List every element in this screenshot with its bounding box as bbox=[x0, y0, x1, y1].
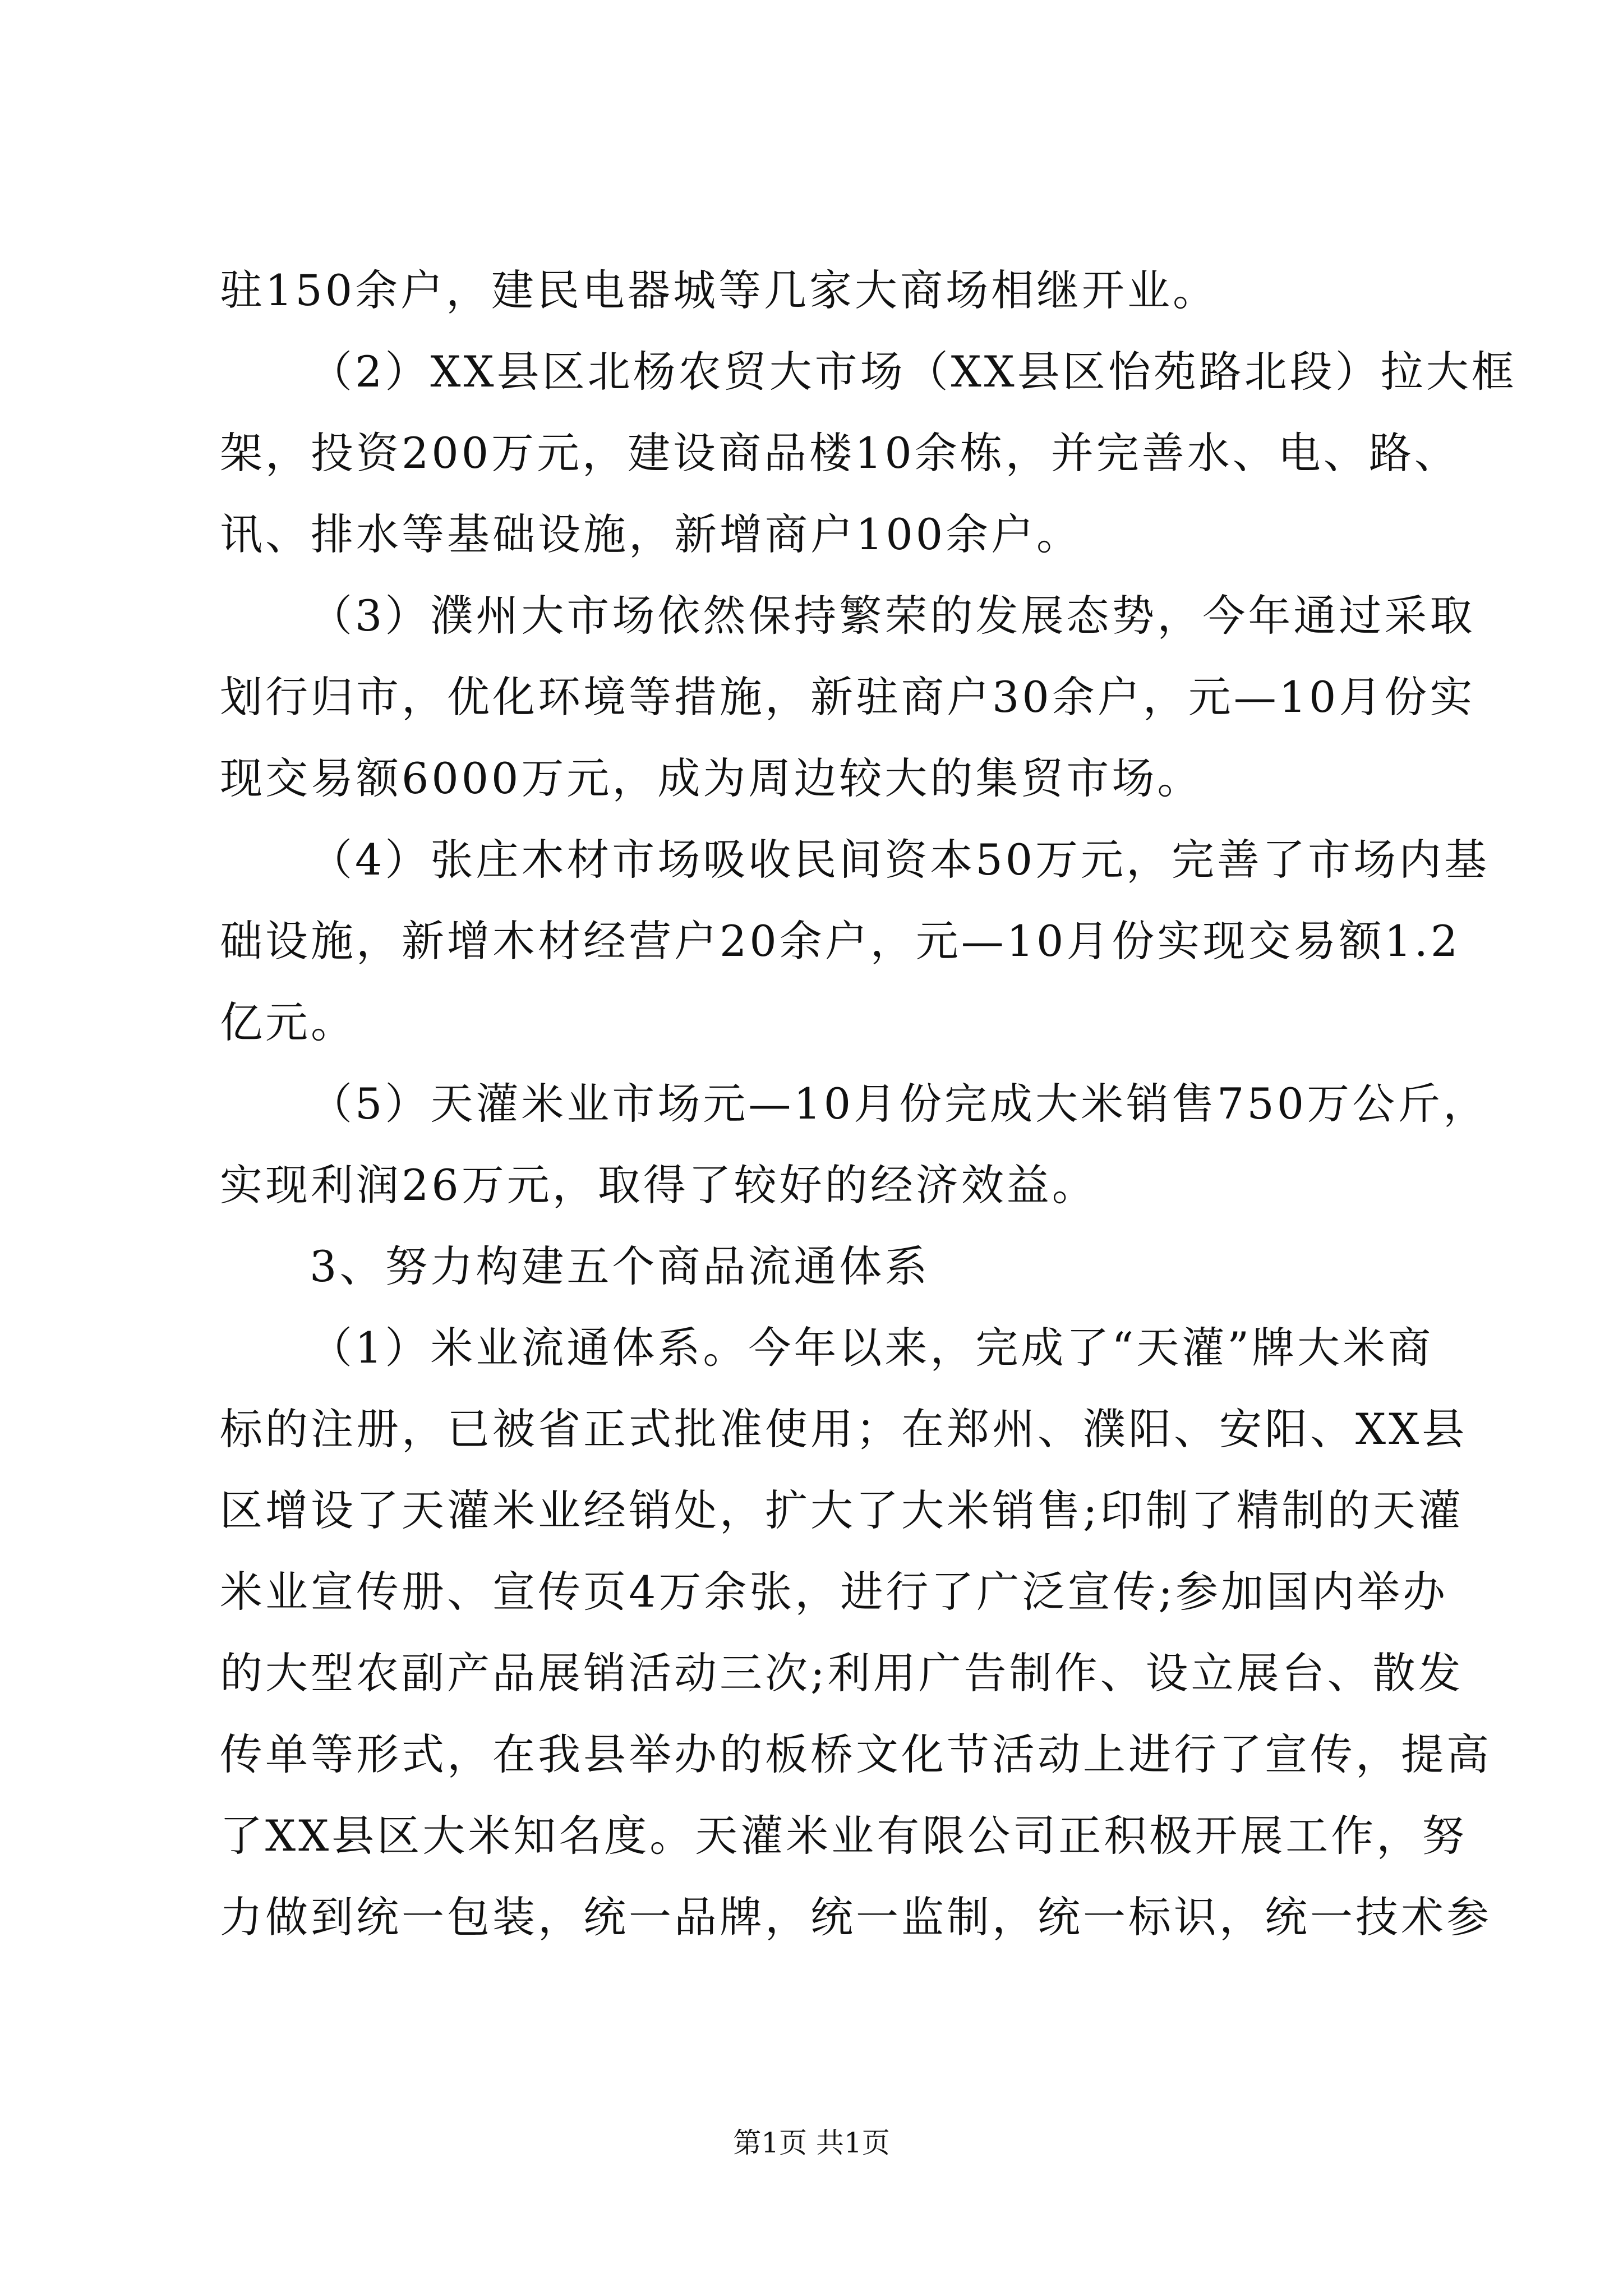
text-line: 传单等形式，在我县举办的板桥文化节活动上进行了宣传，提高 bbox=[220, 1729, 1492, 1779]
text-line: 现交易额6000万元，成为周边较大的集贸市场。 bbox=[220, 753, 1203, 803]
text-line: 实现利润26万元，取得了较好的经济效益。 bbox=[220, 1160, 1098, 1210]
text-line: （2）XX县区北杨农贸大市场（XX县区怡苑路北段）拉大框 bbox=[310, 347, 1517, 397]
text-line: （3）濮州大市场依然保持繁荣的发展态势，今年通过采取 bbox=[310, 591, 1476, 641]
document-body bbox=[220, 250, 1517, 1958]
text-line: 标的注册，已被省正式批准使用；在郑州、濮阳、安阳、XX县 bbox=[220, 1404, 1468, 1454]
text-line: 驻150余户，建民电器城等几家大商场相继开业。 bbox=[220, 265, 1219, 315]
page-footer: 第1页 共1页 bbox=[733, 2127, 890, 2159]
text-line: 亿元。 bbox=[220, 997, 356, 1047]
text-line: 的大型农副产品展销活动三次;利用广告制作、设立展台、散发 bbox=[220, 1648, 1464, 1698]
text-line: 区增设了天灌米业经销处，扩大了大米销售;印制了精制的天灌 bbox=[220, 1485, 1464, 1535]
text-line: 架，投资200万元，建设商品楼10余栋，并完善水、电、路、 bbox=[220, 428, 1460, 478]
text-line: 划行归市，优化环境等措施，新驻商户30余户，元—10月份实 bbox=[220, 672, 1476, 722]
text-line: （5）天灌米业市场元—10月份完成大米销售750万公斤， bbox=[310, 1079, 1489, 1129]
section-heading: 3、努力构建五个商品流通体系 bbox=[310, 1241, 930, 1291]
text-line: 力做到统一包装，统一品牌，统一监制，统一标识，统一技术参 bbox=[220, 1892, 1492, 1942]
text-line: 讯、排水等基础设施，新增商户100余户。 bbox=[220, 509, 1082, 559]
text-line: （4）张庄木材市场吸收民间资本50万元，完善了市场内基 bbox=[310, 835, 1490, 885]
text-line: 础设施，新增木材经营户20余户，元—10月份实现交易额1.2 bbox=[220, 916, 1461, 966]
text-line: 米业宣传册、宣传页4万余张，进行了广泛宣传;参加国内举办 bbox=[220, 1567, 1448, 1617]
text-line: 了XX县区大米知名度。天灌米业有限公司正积极开展工作，努 bbox=[220, 1811, 1468, 1861]
text-line: （1）米业流通体系。今年以来，完成了“天灌”牌大米商 bbox=[310, 1323, 1434, 1373]
